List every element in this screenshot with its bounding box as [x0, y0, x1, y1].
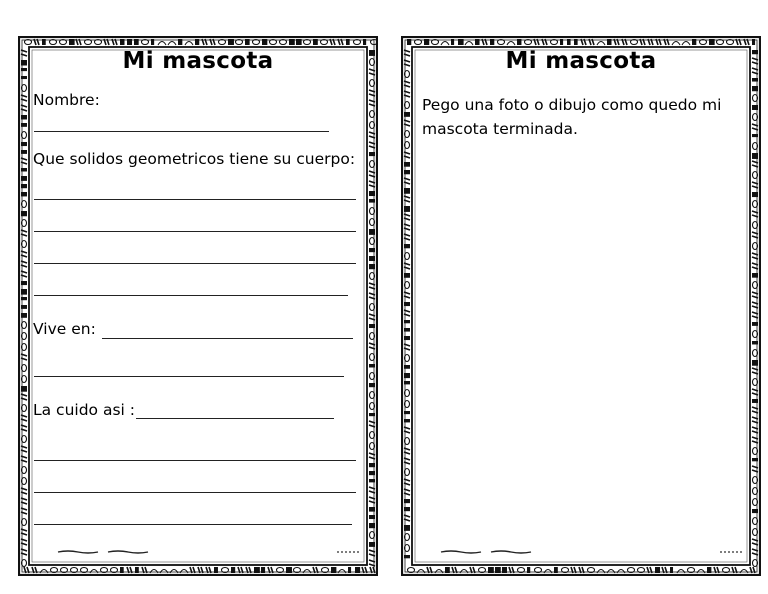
decorative-doodle-border: [18, 36, 378, 576]
solidos-answer-line-4[interactable]: [34, 295, 348, 296]
worksheet-card-left: [18, 36, 378, 576]
cuido-answer-line-4[interactable]: [34, 524, 352, 525]
vive-en-label: Vive en:: [33, 320, 96, 338]
drawing-area[interactable]: [421, 146, 739, 546]
solidos-answer-line-1[interactable]: [34, 199, 356, 200]
page-title: Mi mascota: [505, 48, 657, 74]
cuido-answer-line-3[interactable]: [34, 492, 356, 493]
worksheet-card-right: [401, 36, 761, 576]
drawing-instruction: Pego una foto o dibujo como quedo mi mascota terminada.: [422, 96, 722, 138]
solidos-question-label: Que solidos geometricos tiene su cuerpo:: [33, 150, 356, 168]
cuido-answer-line-1[interactable]: [136, 418, 334, 419]
nombre-answer-line[interactable]: [34, 131, 329, 132]
cuido-answer-line-2[interactable]: [34, 460, 356, 461]
page-title: Mi mascota: [122, 48, 274, 74]
vive-en-answer-line-1[interactable]: [102, 338, 353, 339]
nombre-label: Nombre:: [33, 91, 100, 109]
solidos-answer-line-2[interactable]: [34, 231, 356, 232]
vive-en-answer-line-2[interactable]: [34, 376, 344, 377]
solidos-answer-line-3[interactable]: [34, 263, 356, 264]
cuido-label: La cuido asi :: [33, 401, 135, 419]
